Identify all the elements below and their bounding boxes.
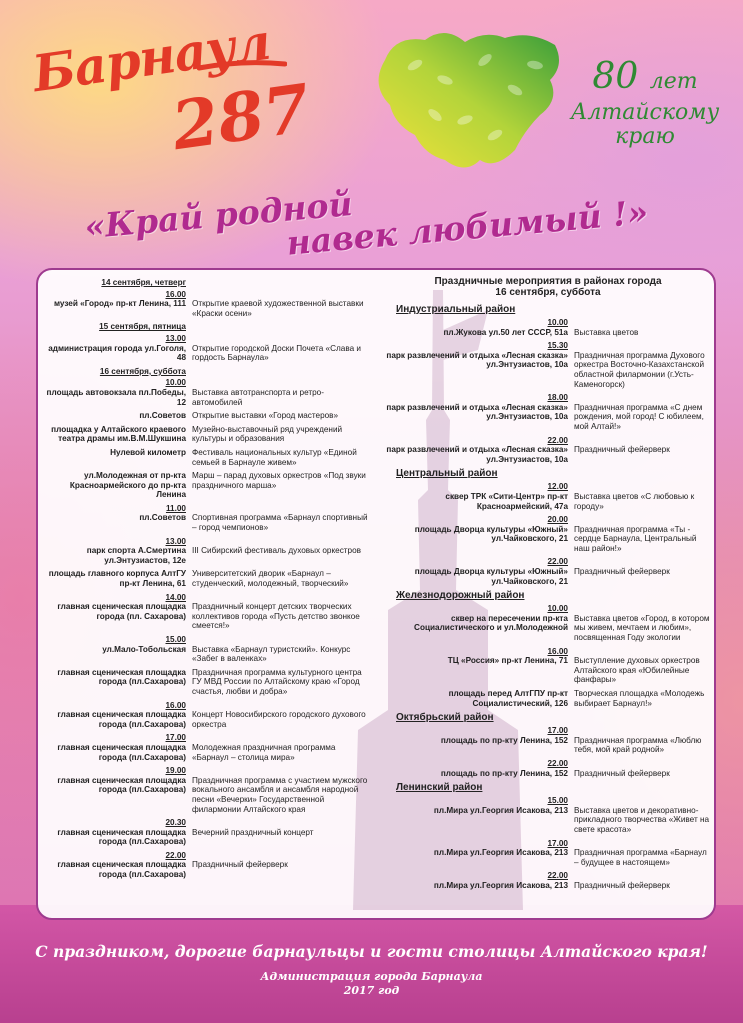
footer-signature: Администрация города Барнаула	[260, 970, 483, 983]
event-time: 15.00	[547, 796, 568, 806]
event-row	[42, 851, 372, 880]
event-place	[384, 726, 572, 755]
event-description: Праздничный фейерверк	[574, 567, 670, 577]
event-place	[42, 818, 190, 847]
anniversary-word: лет	[649, 69, 698, 94]
districts-list	[384, 304, 712, 891]
slogan-line2: навек любимый !»	[285, 192, 650, 263]
event-place-text: площадка у Алтайского краевого театра драмы им.В.М.Шукшина	[51, 424, 186, 444]
anniversary-number: 80	[592, 56, 639, 97]
event-place	[42, 569, 190, 588]
event-row	[384, 393, 712, 431]
event-row	[42, 766, 372, 814]
event-place	[42, 635, 190, 664]
event-place	[42, 425, 190, 444]
anniversary-line2: Алтайскому	[570, 100, 720, 125]
event-time: 10.00	[165, 378, 186, 388]
event-place-text: пл.Советов	[139, 411, 186, 421]
event-row	[42, 504, 372, 533]
event-place	[42, 448, 190, 467]
event-description: III Сибирский фестиваль духовых оркестров	[192, 546, 361, 556]
event-time: 13.00	[165, 333, 186, 343]
event-place	[384, 482, 572, 511]
event-place	[42, 733, 190, 762]
district-heading: Ленинский район	[396, 782, 483, 794]
event-description: Праздничная программа «С днем рождения, мой город! С юбилеем, мой Алтай!»	[574, 402, 704, 431]
event-description: Праздничная программа с участием мужского вокального ансамбля и ансамбля народной песни «Вечерки» Государственной филармонии Алтайского края	[192, 775, 368, 814]
slogan-line1: «Край родной	[82, 183, 354, 247]
event-place-text: площадь Дворца культуры «Южный» ул.Чайковского, 21	[414, 567, 568, 586]
event-row	[384, 759, 712, 778]
event-place-text: парк развлечений и отдыха «Лесная сказка» ул.Энтузиастов, 10a	[386, 402, 568, 422]
event-time: 10.00	[547, 318, 568, 327]
event-description: Концерт Новосибирского городского духового оркестра	[192, 710, 366, 729]
event-place-text: главная сценическая площадка города (пл.Сахарова)	[57, 710, 186, 729]
event-place	[42, 334, 190, 363]
event-row	[42, 471, 372, 500]
event-place-text: главная сценическая площадка города (пл. Сахарова)	[57, 602, 186, 621]
event-place-text: ул.Мало-Тобольская	[102, 644, 186, 654]
event-row	[384, 871, 712, 890]
event-time: 15.00	[165, 635, 186, 644]
event-row	[42, 334, 372, 363]
event-description: Открытие краевой художественной выставки «Краски осени»	[192, 299, 364, 318]
event-place	[384, 871, 572, 890]
event-place-text: главная сценическая площадка города (пл.Сахарова)	[57, 742, 186, 762]
event-place-text: главная сценическая площадка города (пл.Сахарова)	[57, 775, 186, 795]
event-place	[42, 471, 190, 500]
event-place-text: сквер на пересечении пр-кта Социалистического и ул.Молодежной	[414, 613, 568, 633]
district-heading: Индустриальный район	[396, 304, 516, 315]
event-place-text: главная сценическая площадка города (пл.Сахарова)	[57, 667, 186, 687]
event-place	[384, 436, 572, 465]
event-time: 16.00	[165, 289, 186, 299]
event-row	[42, 593, 372, 631]
event-row	[42, 290, 372, 319]
event-time: 13.00	[165, 536, 186, 546]
logo-number: 287	[167, 68, 315, 166]
event-description: Выставка цветов	[574, 327, 639, 337]
event-time: 22.00	[547, 871, 568, 881]
event-row	[384, 726, 712, 755]
event-place-text: сквер ТРК «Сити-Центр» пр-кт Красноармейский, 47a	[445, 491, 568, 511]
event-time: 20.00	[547, 515, 568, 525]
logo-dash-icon	[197, 58, 287, 72]
event-time: 16.00	[547, 646, 568, 656]
event-place-text: площадь перед АлтГПУ пр-кт Социалистический, 126	[448, 689, 568, 708]
event-place	[384, 341, 572, 389]
event-place-text: площадь автовокзала пл.Победы, 12	[46, 387, 186, 407]
district-heading: Октябрьский район	[396, 712, 494, 724]
districts-title-line2: 16 сентября, суббота	[495, 287, 601, 298]
event-place	[42, 593, 190, 631]
event-time: 16.00	[165, 700, 186, 710]
day-heading: 16 сентября, суббота	[99, 366, 186, 376]
districts-title	[384, 276, 712, 298]
event-place	[384, 318, 572, 337]
event-place-text: парк развлечений и отдыха «Лесная сказка» ул.Энтузиастов, 10a	[386, 445, 568, 464]
event-row	[42, 569, 372, 588]
event-place-text: пл.Советов	[139, 513, 186, 523]
footer-greeting: С праздником, дорогие барнаульцы и гости столицы Алтайского края!	[35, 942, 708, 961]
event-description: Выставка цветов «Город, в котором мы живем, мечтаем и любим», посвященная Году экологии	[574, 613, 710, 643]
event-description: Вечерний праздничный концерт	[192, 827, 314, 837]
bottom-band	[0, 905, 743, 1023]
event-place-text: главная сценическая площадка города (пл.Сахарова)	[57, 827, 186, 847]
event-place-text: главная сценическая площадка города (пл.Сахарова)	[57, 860, 186, 880]
event-description: Выставка цветов и декоративно-прикладного творчества «Живет на свете красота»	[574, 805, 710, 834]
event-description: Праздничный концерт детских творческих коллективов города «Пусть детство звонкое смеется!»	[192, 602, 360, 631]
event-row	[42, 701, 372, 730]
event-place	[384, 604, 572, 642]
event-place	[42, 766, 190, 814]
event-row	[42, 448, 372, 467]
event-time: 14.00	[165, 592, 186, 602]
event-place-text: ТЦ «Россия» пр-кт Ленина, 71	[447, 656, 568, 666]
event-place	[384, 557, 572, 586]
event-description: Открытие городской Доски Почета «Слава и гордость Барнаула»	[192, 343, 361, 363]
event-place	[42, 378, 190, 407]
event-place-text: пл.Мира ул.Георгия Исакова, 213	[433, 848, 568, 858]
event-place-text: парк спорта А.Смертина ул.Энтузиастов, 12e	[86, 546, 186, 565]
event-description: Творческая площадка «Молодежь выбирает Барнаул!»	[574, 689, 705, 708]
event-description: Музейно-выставочный ряд учреждений культуры и образования	[192, 424, 343, 444]
event-description: Выступление духовых оркестров Алтайского края «Юбилейные фанфары»	[574, 656, 700, 685]
anniversary-line3: краю	[615, 124, 675, 149]
event-place	[384, 515, 572, 553]
event-description: Праздничная программа «Барнаул – будущее в настоящем»	[574, 848, 707, 867]
event-place-text: пл.Жукова ул.50 лет СССР, 51a	[443, 327, 568, 337]
event-place	[384, 689, 572, 708]
event-row	[384, 482, 712, 511]
event-description: Праздничный фейерверк	[574, 768, 670, 778]
event-time: 11.00	[165, 503, 186, 513]
event-row	[384, 796, 712, 834]
event-row	[384, 515, 712, 553]
event-row	[42, 818, 372, 847]
district-heading: Железнодорожный район	[396, 590, 525, 602]
event-description: Праздничный фейерверк	[574, 445, 670, 455]
event-row	[384, 689, 712, 708]
event-row	[42, 411, 372, 421]
event-place-text: музей «Город» пр-кт Ленина, 111	[53, 299, 186, 309]
event-place	[42, 701, 190, 730]
event-time: 19.00	[165, 766, 186, 776]
event-place-text: пл.Мира ул.Георгия Исакова, 213	[433, 805, 568, 815]
event-time: 17.00	[547, 726, 568, 736]
event-place	[42, 851, 190, 880]
footer-signature-block	[0, 970, 743, 998]
event-place	[42, 537, 190, 566]
event-time: 10.00	[547, 604, 568, 614]
event-time: 22.00	[165, 850, 186, 860]
event-description: Открытие выставки «Город мастеров»	[192, 411, 339, 421]
event-row	[384, 557, 712, 586]
event-description: Спортивная программа «Барнаул спортивный – город чемпионов»	[192, 513, 368, 533]
event-place	[42, 504, 190, 533]
event-row	[42, 378, 372, 407]
event-row	[42, 733, 372, 762]
event-place	[384, 393, 572, 431]
day-heading: 14 сентября, четверг	[101, 278, 186, 287]
event-time: 22.00	[547, 557, 568, 567]
event-description: Марш – парад духовых оркестров «Под звуки праздничного марша»	[192, 471, 366, 490]
event-time: 17.00	[547, 838, 568, 848]
event-place-text: пл.Мира ул.Георгия Исакова, 213	[433, 880, 568, 890]
event-description: Фестиваль национальных культур «Единой семьей в Барнауле живем»	[192, 447, 357, 467]
event-place	[42, 290, 190, 319]
event-place-text: Нулевой километр	[110, 447, 186, 457]
event-place-text: площадь Дворца культуры «Южный» ул.Чайковского, 21	[414, 524, 568, 544]
event-description: Выставка цветов «С любовью к городу»	[574, 491, 695, 511]
event-place-text: площадь по пр-кту Ленина, 152	[440, 768, 568, 778]
event-description: Праздничная программа культурного центра ГУ МВД России по Алтайскому краю «Город счастья, любви и добра»	[192, 667, 362, 696]
event-row	[384, 436, 712, 465]
program-card	[36, 268, 716, 920]
event-place-text: площадь по пр-кту Ленина, 152	[440, 735, 568, 745]
event-row	[42, 635, 372, 664]
event-time: 15.30	[547, 341, 568, 351]
logo-script: Барнаул	[29, 11, 274, 104]
event-description: Молодежная праздничная программа «Барнаул – столица мира»	[192, 742, 336, 762]
event-place	[42, 668, 190, 697]
district-heading: Центральный район	[396, 468, 498, 480]
event-row	[384, 647, 712, 685]
district-schedule-column	[384, 276, 712, 895]
event-place-text: парк развлечений и отдыха «Лесная сказка» ул.Энтузиастов, 10a	[386, 350, 568, 370]
anniversary-block	[560, 58, 730, 149]
event-description: Праздничный фейерверк	[192, 860, 288, 870]
event-row	[384, 341, 712, 389]
event-place-text: площадь главного корпуса АлтГУ пр-кт Ленина, 61	[48, 569, 186, 589]
event-description: Праздничная программа «Люблю тебя, мой край родной»	[574, 735, 702, 755]
event-place-text: ул.Молодежная от пр-кта Красноармейского до пр-кта Ленина	[69, 471, 186, 500]
event-time: 12.00	[547, 482, 568, 492]
city-schedule-column	[42, 276, 372, 884]
event-time: 17.00	[165, 733, 186, 743]
event-description: Университетский дворик «Барнаул – студенческий, молодежный, творческий»	[192, 569, 349, 589]
altai-leaf-map-icon	[365, 20, 570, 180]
event-place-text: администрация города ул.Гоголя, 48	[48, 343, 186, 363]
event-row	[384, 839, 712, 868]
day-heading: 15 сентября, пятница	[99, 322, 186, 332]
event-description: Выставка «Барнаул туристский». Конкурс «Забег в валенках»	[192, 644, 351, 664]
event-description: Праздничная программа Духового оркестра Восточно-Казахстанской областной филармонии (г.Усть-Каменогорск)	[574, 350, 705, 389]
event-description: Праздничный фейерверк	[574, 880, 670, 890]
event-time: 22.00	[547, 758, 568, 768]
districts-title-line1: Праздничные мероприятия в районах города	[434, 276, 662, 287]
barnaul-287-logo	[29, 11, 315, 166]
event-row	[384, 318, 712, 337]
event-place	[384, 839, 572, 868]
event-row	[42, 537, 372, 566]
event-row	[384, 604, 712, 642]
event-row	[42, 668, 372, 697]
event-place	[42, 411, 190, 421]
event-place	[384, 796, 572, 834]
event-description: Праздничная программа «Ты - сердце Барнаула, Центральный наш район!»	[574, 524, 697, 553]
event-time: 22.00	[547, 435, 568, 445]
footer-year: 2017 год	[343, 984, 400, 997]
event-place	[384, 759, 572, 778]
event-time: 18.00	[547, 393, 568, 403]
event-description: Выставка автотранспорта и ретро-автомобилей	[192, 387, 324, 407]
event-place	[384, 647, 572, 685]
event-row	[42, 425, 372, 444]
event-time: 20.30	[165, 818, 186, 828]
